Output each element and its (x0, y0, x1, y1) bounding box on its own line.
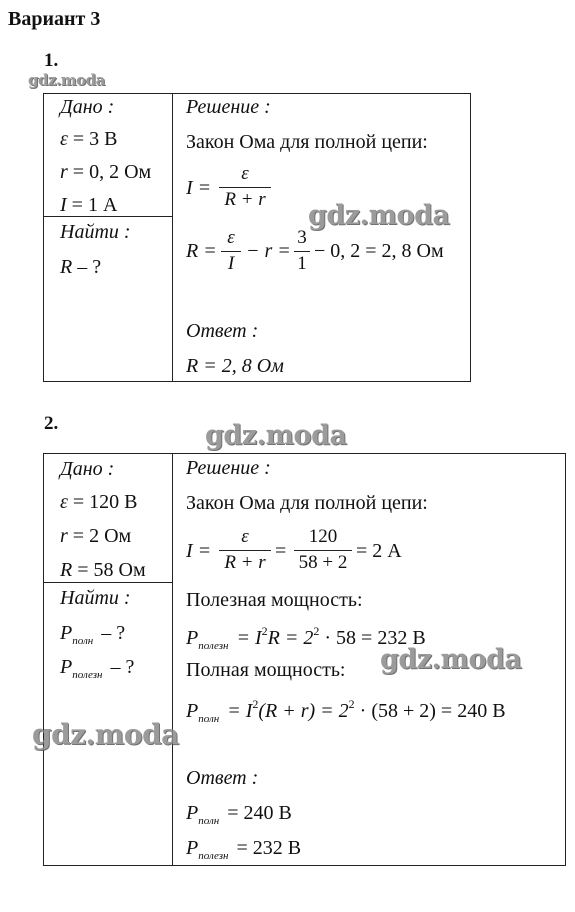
useful-power-label: Полезная мощность: (186, 589, 363, 611)
law-text: Закон Ома для полной цепи: (186, 492, 428, 514)
given-label: Дано : (60, 96, 115, 118)
page-title: Вариант 3 (8, 8, 101, 30)
fraction: ε I (221, 227, 241, 275)
answer-value: $P_{полезн} = 232$ В (186, 837, 302, 862)
problem-1-number: 1. (44, 50, 59, 71)
watermark: gdz.moda (32, 718, 179, 751)
given-label: Дано : (60, 458, 115, 480)
given-value: I = 1 А (60, 194, 118, 216)
watermark: gdz.moda (28, 71, 105, 89)
law-text: Закон Ома для полной цепи: (186, 131, 428, 153)
given-value: ε = 3 В (60, 128, 118, 150)
given-value: r = 2 Ом (60, 525, 132, 547)
formula-tail: = 2 А (356, 540, 402, 562)
table-divider (172, 93, 173, 381)
find-value: R – ? (60, 256, 102, 278)
fraction: 3 1 (294, 227, 310, 275)
find-value: $P_{полн}$ – ? (60, 622, 126, 647)
table-divider (43, 582, 172, 583)
formula-eq: = (275, 540, 287, 562)
solution-label: Решение : (186, 96, 271, 118)
answer-label: Ответ : (186, 320, 259, 342)
answer-label: Ответ : (186, 767, 259, 789)
fraction: ε R + r (219, 526, 271, 574)
useful-power-formula: $P_{полезн} = I^2R = 2^2 \cdot 58 = 232$ В (186, 624, 426, 652)
solution-label: Решение : (186, 457, 271, 479)
watermark: gdz.moda (308, 200, 450, 231)
fraction: 120 58 + 2 (294, 526, 352, 574)
watermark: gdz.moda (380, 644, 522, 675)
full-power-formula: $P_{полн} = I^2(R + r) = 2^2 \cdot (58 + 2) = 240$ В (186, 697, 506, 725)
answer-value: R = 2, 8 Ом (186, 355, 284, 377)
formula-lhs: I = (186, 540, 212, 562)
given-value: R = 58 Ом (60, 559, 146, 581)
formula-lhs: R = (186, 240, 217, 262)
fraction: ε R + r (219, 163, 271, 211)
formula-mid: − r = (246, 240, 291, 262)
given-value: ε = 120 В (60, 491, 138, 513)
find-label: Найти : (60, 221, 131, 243)
find-label: Найти : (60, 587, 131, 609)
table-divider (172, 453, 173, 865)
formula-lhs: I = (186, 177, 212, 199)
answer-value: $P_{полн} = 240$ В (186, 802, 292, 827)
problem-2-number: 2. (44, 413, 59, 434)
watermark: gdz.moda (205, 420, 347, 451)
full-power-label: Полная мощность: (186, 659, 346, 681)
formula-tail: − 0, 2 = 2, 8 Ом (314, 240, 444, 262)
given-value: r = 0, 2 Ом (60, 161, 152, 183)
find-value: $P_{полезн}$ – ? (60, 656, 135, 681)
